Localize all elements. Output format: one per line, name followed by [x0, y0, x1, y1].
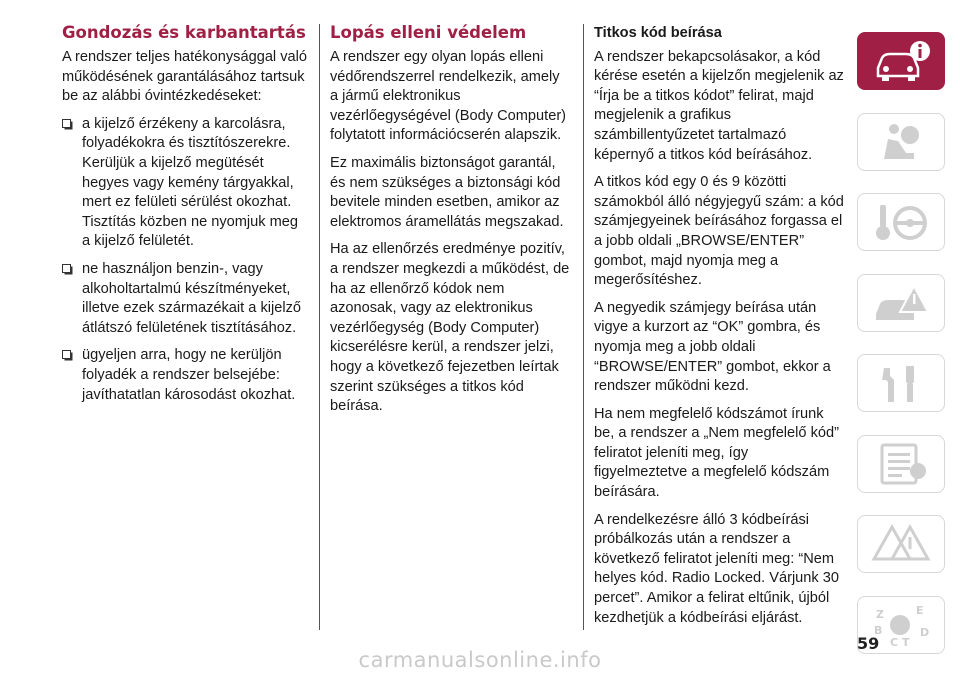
secret-code-section: [594, 24, 844, 636]
paragraph: A rendszer egy olyan lopás elleni védőrendszerrel rendelkezik, amely a jármű elektronikus vezérlőegységével (Body Computer) folytatott információcserén alapszik.: [330, 49, 567, 144]
checkbox-bullet-icon: [62, 119, 71, 128]
paragraph: A negyedik számjegy beírása után vigye a kurzort az “OK” gombra, és nyomja meg a jobb oldali “BROWSE/ENTER” gombot, ekkor a rendszer működni kezd.: [594, 299, 831, 395]
checkbox-bullet-icon: [62, 350, 71, 359]
tab-emergency[interactable]: [857, 354, 945, 412]
paragraph: Ez maximális biztonságot garantál, és nem szükséges a biztonsági kód bevitele minden esetben, amikor az elektromos áramellátás megszakad.: [330, 154, 564, 230]
paragraph: A rendszer bekapcsolásakor, a kód kérése esetén a kijelzőn megjelenik az “Írja be a titkos kódot” felirat, majd megjelenik a grafikus számbillentyűzetet tartalmazó képernyő a titkos kód beírásához.: [594, 48, 844, 163]
multimedia-warning-icon: [870, 521, 932, 567]
svg-text:T: T: [902, 635, 910, 648]
secret-code-heading: Titkos kód beírása: [594, 25, 722, 41]
paragraph: Ha az ellenőrzés eredménye pozitív, a rendszer megkezdi a működést, de ha az ellenőrző kódok nem azonosak, vagy az elektronikus vezérlőegység (Body Computer) kicserélésre kerül, a rendszer jelzi, hogy a következő fejezetben leírtak szerint szükséges a titkos kód beírása.: [330, 241, 570, 415]
svg-text:D: D: [920, 625, 930, 639]
checkbox-bullet-icon: [62, 264, 71, 273]
column-divider: [319, 24, 320, 630]
specifications-list-icon: [870, 441, 932, 487]
key-steering-wheel-icon: [870, 199, 932, 245]
airbag-passenger-icon: [870, 119, 932, 165]
care-maintenance-heading: Gondozás és karbantartás: [62, 23, 306, 42]
paragraph: Ha nem megfelelő kódszámot írunk be, a rendszer a „Nem megfelelő kód” feliratot jeleníti meg, így figyelmeztetve a megfelelő kódszám beírására.: [594, 405, 839, 501]
list-item: a kijelző érzékeny a karcolásra, folyadékokra és tisztítószerekre. Kerüljük a kijelző megütését hegyes vagy kemény tárgyakkal, mert ez felületi sérülést okozhat. Tisztítás közben ne nyomjuk meg a kijelző felületét.: [62, 115, 307, 252]
tab-technical-data[interactable]: [857, 435, 945, 493]
care-maintenance-intro: A rendszer teljes hatékonysággal való működésének garantálásához tartsuk be az alábbi óvintézkedéseket:: [62, 49, 308, 105]
paragraph: A rendelkezésre álló 3 kódbeírási próbálkozás után a rendszer a következő feliratot jeleníti meg: “Nem helyes kód. Radio Locked. Várjunk 30 percet”. Amikor a felirat eltűnik, újból kezdhetjük a kódbeírási eljárást.: [594, 511, 840, 626]
column-divider: [583, 24, 584, 630]
car-warning-icon: [870, 280, 932, 326]
tab-warning-lights[interactable]: [857, 274, 945, 332]
precaution-list: [62, 115, 307, 405]
tab-starting-driving[interactable]: [857, 193, 945, 251]
tab-car-info[interactable]: [857, 32, 945, 90]
chapter-tabs: [857, 32, 945, 676]
tab-multimedia[interactable]: [857, 515, 945, 573]
svg-text:E: E: [916, 603, 924, 617]
car-info-icon: [870, 38, 932, 84]
svg-text:Z: Z: [876, 607, 884, 621]
svg-text:B: B: [874, 623, 883, 637]
list-item: ügyeljen arra, hogy ne kerüljön folyadék a rendszer belsejébe: javíthatatlan károsodást okozhat.: [62, 346, 307, 405]
tab-safety[interactable]: [857, 113, 945, 171]
tools-icon: [870, 360, 932, 406]
list-item: ne használjon benzin-, vagy alkoholtartalmú készítményeket, illetve ezek származékait a kijelző átlátszó felületének tisztításához.: [62, 260, 307, 338]
watermark-text: carmanualsonline.info: [358, 648, 602, 672]
svg-text:C: C: [890, 635, 899, 648]
anti-theft-section: [330, 24, 570, 425]
paragraph: A titkos kód egy 0 és 9 közötti számokból álló négyjegyű szám: a kód számjegyeinek beírásához forgassa el a jobb oldali „BROWSE/ENTER” gombot, majd nyomja meg a megerősítéshez.: [594, 174, 844, 289]
care-maintenance-section: [62, 24, 307, 413]
page-number: 59: [857, 634, 880, 653]
anti-theft-heading: Lopás elleni védelem: [330, 23, 527, 42]
